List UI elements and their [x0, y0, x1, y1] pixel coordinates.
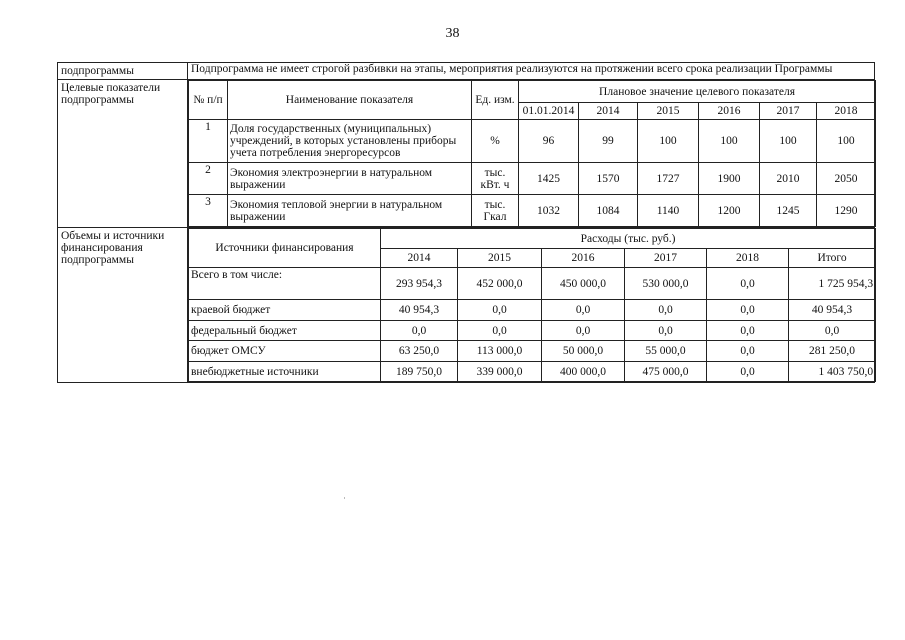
financing-data-row [189, 268, 876, 300]
financing-source-name: Всего в том числе: [189, 268, 381, 300]
financing-row [58, 228, 875, 383]
indicator-unit: тыс. Гкал [472, 195, 519, 227]
financing-value: 189 750,0 [381, 362, 458, 382]
indicators-cell [188, 80, 875, 228]
financing-year-header: 2017 [625, 249, 707, 268]
indicator-row [189, 163, 876, 195]
indicator-period-header: 2016 [699, 103, 760, 120]
financing-year-header: 2016 [542, 249, 625, 268]
indicator-value: 100 [817, 120, 876, 163]
financing-value: 293 954,3 [381, 268, 458, 300]
financing-value: 450 000,0 [542, 268, 625, 300]
indicators-table [188, 80, 876, 227]
indicator-value: 2050 [817, 163, 876, 195]
financing-total: 40 954,3 [789, 300, 876, 321]
financing-value: 0,0 [707, 300, 789, 321]
indicator-num: 2 [189, 163, 228, 195]
financing-value: 0,0 [542, 321, 625, 341]
indicator-period-header: 01.01.2014 [519, 103, 579, 120]
financing-value: 0,0 [458, 321, 542, 341]
financing-total: 1 725 954,3 [789, 268, 876, 300]
financing-value: 55 000,0 [625, 341, 707, 362]
indicator-period-header: 2015 [638, 103, 699, 120]
indicator-num: 3 [189, 195, 228, 227]
financing-value: 400 000,0 [542, 362, 625, 382]
financing-value: 0,0 [542, 300, 625, 321]
financing-source-name: краевой бюджет [189, 300, 381, 321]
indicator-unit: % [472, 120, 519, 163]
stages-label: подпрограммы [58, 63, 188, 80]
financing-value: 50 000,0 [542, 341, 625, 362]
indicator-value: 1570 [579, 163, 638, 195]
financing-total: 1 403 750,0 [789, 362, 876, 382]
indicator-num: 1 [189, 120, 228, 163]
indicator-row [189, 195, 876, 227]
financing-data-row [189, 362, 876, 382]
financing-value: 475 000,0 [625, 362, 707, 382]
indicator-value: 96 [519, 120, 579, 163]
financing-value: 0,0 [625, 321, 707, 341]
financing-value: 40 954,3 [381, 300, 458, 321]
indicator-value: 1900 [699, 163, 760, 195]
indicator-name: Экономия электроэнергии в натуральном выражении [228, 163, 472, 195]
indicator-name: Экономия тепловой энергии в натуральном выражении [228, 195, 472, 227]
indicator-value: 1727 [638, 163, 699, 195]
indicator-period-header: 2018 [817, 103, 876, 120]
financing-source-name: внебюджетные источники [189, 362, 381, 382]
stages-text: Подпрограмма не имеет строгой разбивки на этапы, мероприятия реализуются на протяжении всего срока реализации Программы [188, 63, 875, 80]
financing-year-header: 2018 [707, 249, 789, 268]
financing-source-name: бюджет ОМСУ [189, 341, 381, 362]
financing-data-row [189, 321, 876, 341]
financing-value: 0,0 [707, 362, 789, 382]
financing-data-row [189, 341, 876, 362]
financing-sources-header: Источники финансирования [189, 229, 381, 268]
indicator-row [189, 120, 876, 163]
financing-value: 63 250,0 [381, 341, 458, 362]
stages-row [58, 63, 875, 80]
financing-source-name: федеральный бюджет [189, 321, 381, 341]
financing-year-header: 2015 [458, 249, 542, 268]
page-number: 38 [445, 26, 460, 41]
financing-value: 0,0 [381, 321, 458, 341]
indicator-num-header: № п/п [189, 81, 228, 120]
indicator-value: 1084 [579, 195, 638, 227]
financing-expenses-header: Расходы (тыс. руб.) [381, 229, 876, 249]
indicator-name: Доля государственных (муниципальных) учреждений, в которых установлены приборы учета потребления энергоресурсов [228, 120, 472, 163]
indicator-unit: тыс. кВт. ч [472, 163, 519, 195]
indicator-value: 2010 [760, 163, 817, 195]
indicator-name-header: Наименование показателя [228, 81, 472, 120]
financing-value: 0,0 [707, 321, 789, 341]
indicator-value: 100 [760, 120, 817, 163]
indicator-value: 1425 [519, 163, 579, 195]
financing-table [188, 228, 876, 382]
indicator-value: 1245 [760, 195, 817, 227]
program-passport-table [57, 62, 875, 383]
indicator-value: 1140 [638, 195, 699, 227]
indicator-plan-header: Плановое значение целевого показателя [519, 81, 876, 103]
indicator-value: 1290 [817, 195, 876, 227]
financing-cell [188, 228, 875, 383]
financing-year-header: 2014 [381, 249, 458, 268]
financing-value: 339 000,0 [458, 362, 542, 382]
financing-label: Объемы и источники финансирования подпрограммы [58, 228, 188, 383]
indicators-row [58, 80, 875, 228]
indicator-period-header: 2017 [760, 103, 817, 120]
indicator-value: 1032 [519, 195, 579, 227]
indicator-value: 99 [579, 120, 638, 163]
financing-total: 0,0 [789, 321, 876, 341]
indicator-period-header: 2014 [579, 103, 638, 120]
scan-speck [344, 497, 345, 499]
financing-value: 113 000,0 [458, 341, 542, 362]
financing-value: 0,0 [707, 268, 789, 300]
financing-value: 452 000,0 [458, 268, 542, 300]
indicator-value: 100 [638, 120, 699, 163]
indicator-value: 1200 [699, 195, 760, 227]
financing-total: 281 250,0 [789, 341, 876, 362]
financing-value: 0,0 [458, 300, 542, 321]
financing-data-row [189, 300, 876, 321]
financing-total-header: Итого [789, 249, 876, 268]
financing-value: 530 000,0 [625, 268, 707, 300]
indicator-unit-header: Ед. изм. [472, 81, 519, 120]
indicators-label: Целевые показатели подпрограммы [58, 80, 188, 228]
financing-value: 0,0 [707, 341, 789, 362]
financing-value: 0,0 [625, 300, 707, 321]
indicator-value: 100 [699, 120, 760, 163]
